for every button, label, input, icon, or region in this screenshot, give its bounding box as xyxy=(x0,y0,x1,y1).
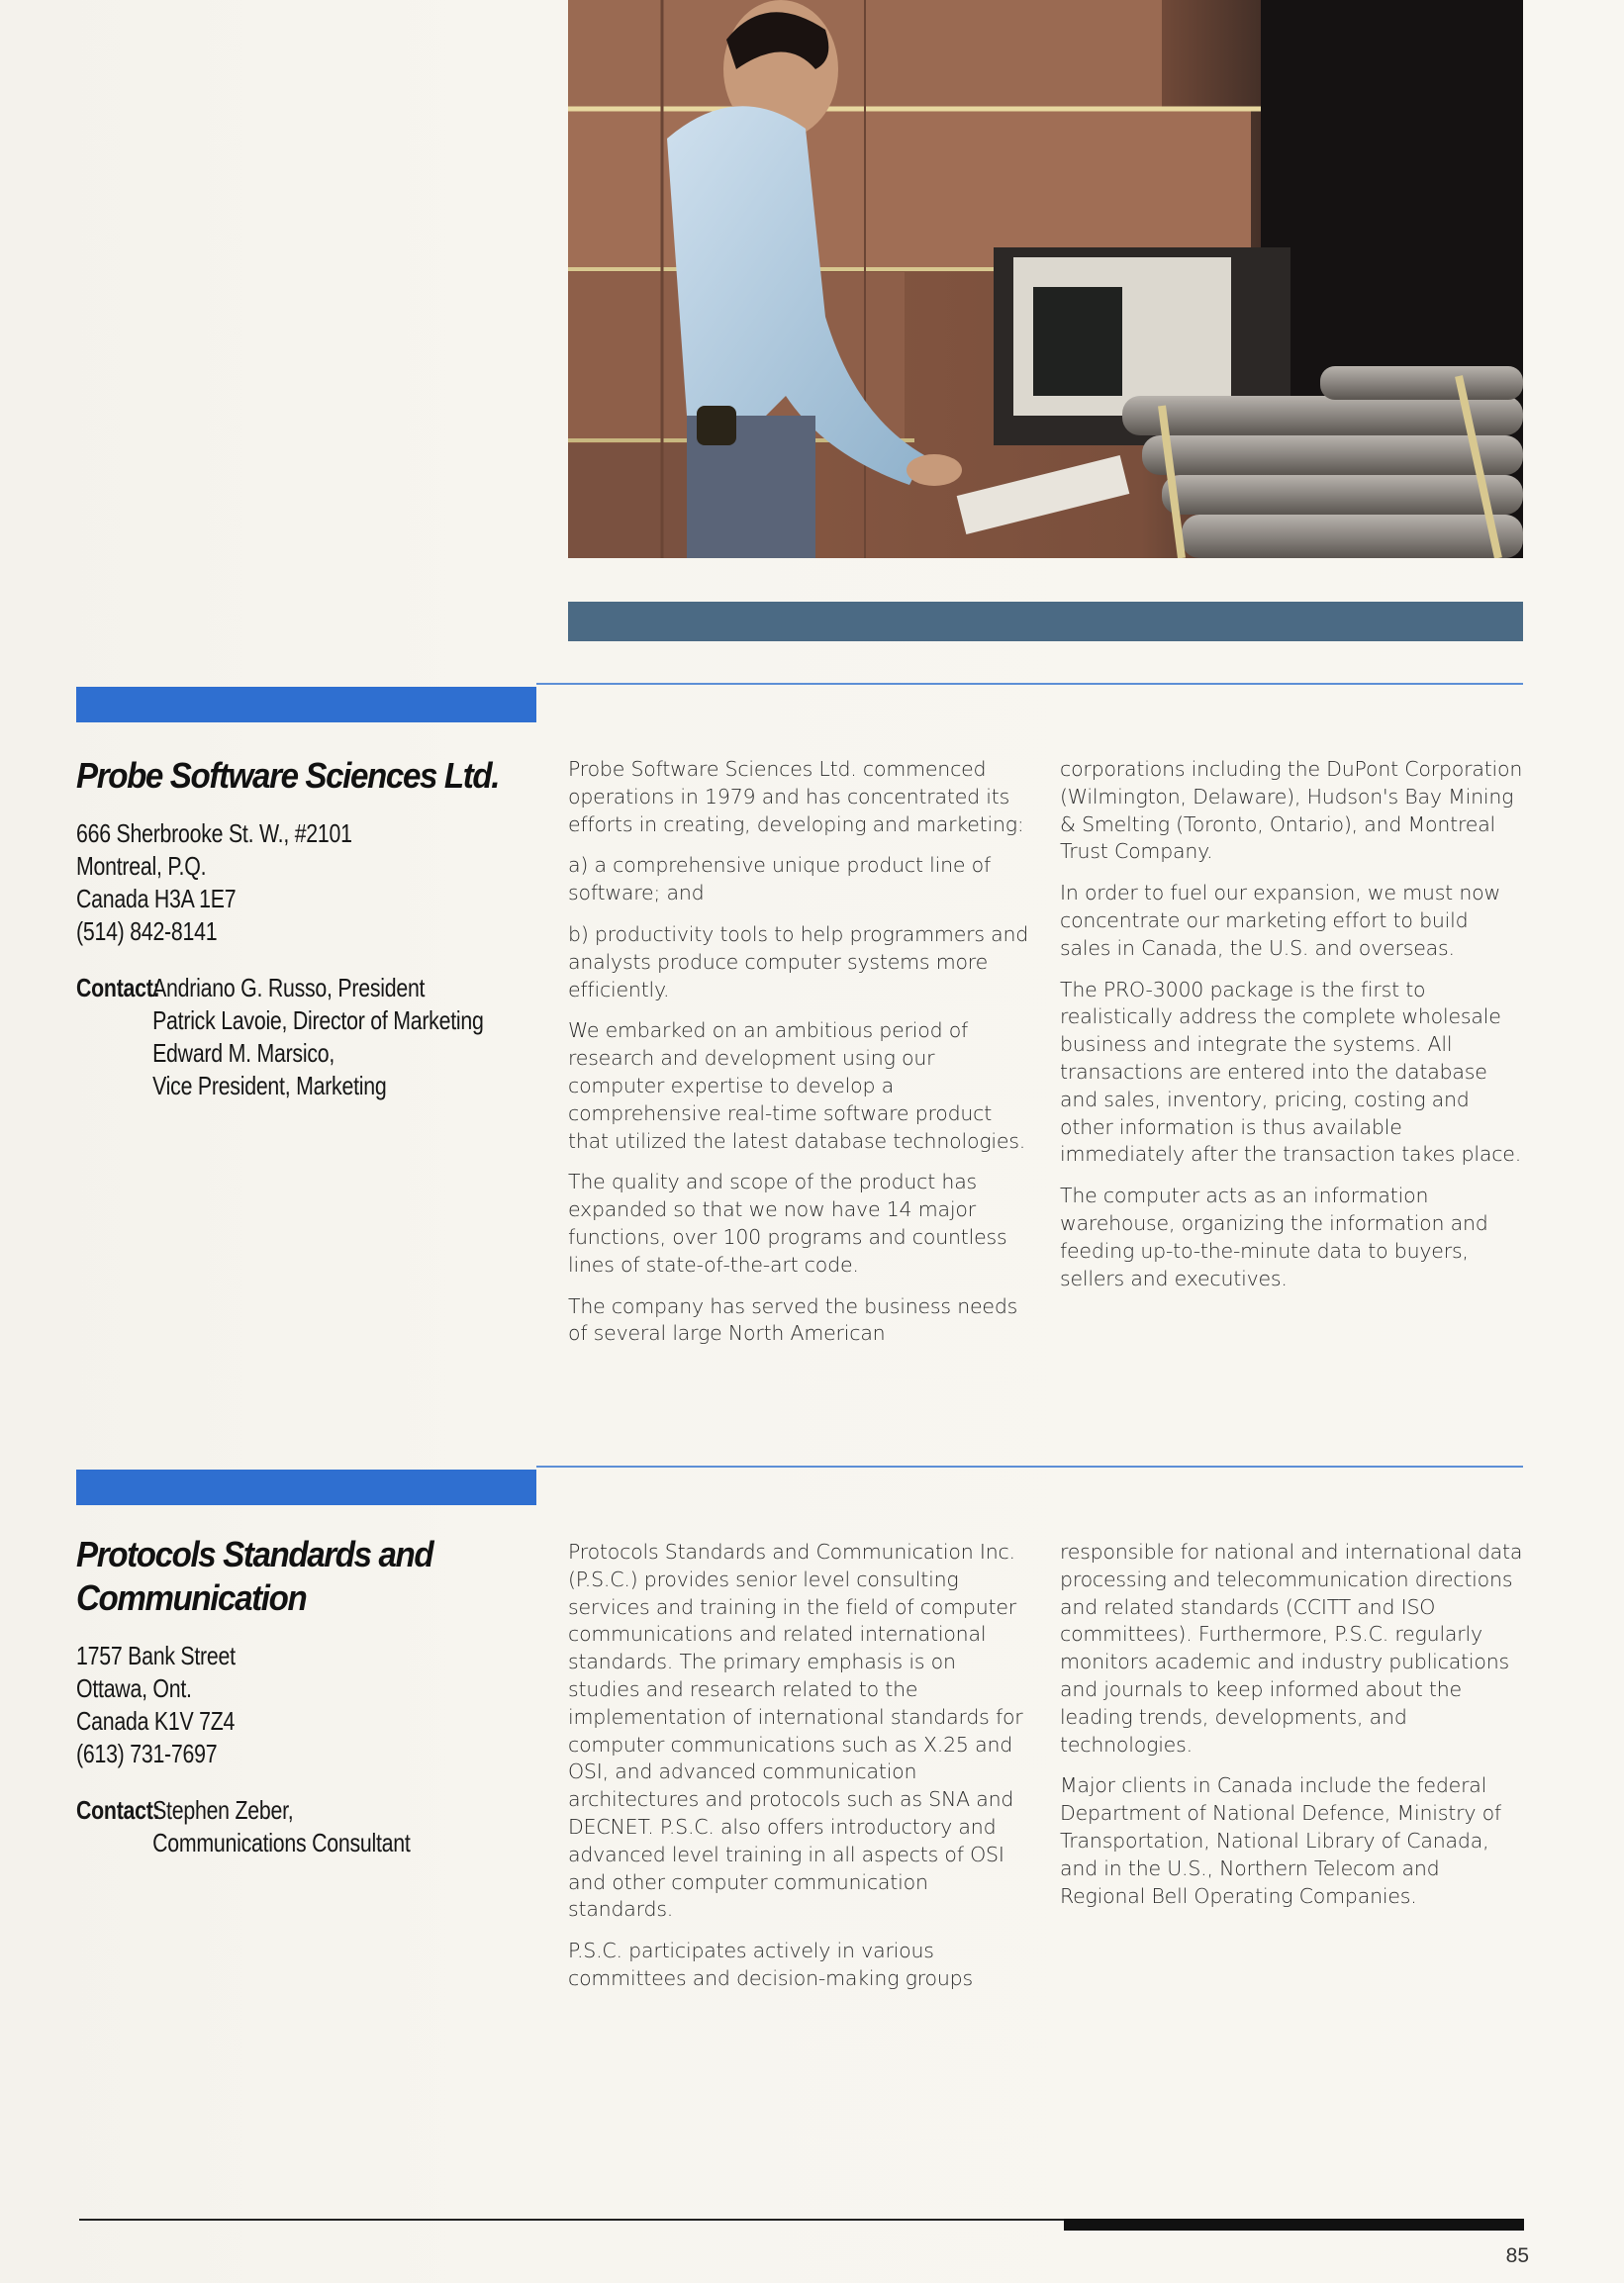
address-line: 1757 Bank Street xyxy=(76,1641,236,1670)
company-name-line: Communication xyxy=(76,1577,307,1618)
body-column-2 xyxy=(1060,1539,1525,1924)
address-line: Montreal, P.Q. xyxy=(76,851,207,881)
paragraph: corporations including the DuPont Corporation (Wilmington, Delaware), Hudson's Bay Mining & Smelting (Toronto, Ontario), and Montreal Trust Company. xyxy=(1060,757,1523,864)
contact-block xyxy=(76,972,530,1102)
page-number: 85 xyxy=(1505,2244,1529,2267)
paragraph: We embarked on an ambitious period of research and development using our computer expertise to develop a comprehensive real-time software product that utilized the latest database technologies. xyxy=(568,1018,1026,1153)
paragraph: b) productivity tools to help programmers and analysts produce computer systems more efficiently. xyxy=(568,921,1029,1001)
paragraph: The computer acts as an information warehouse, organizing the information and feeding up-to-the-minute data to buyers, sellers and executives. xyxy=(1060,1184,1488,1290)
contact-label: Contact: xyxy=(76,973,160,1002)
phone-number: (514) 842-8141 xyxy=(76,916,218,946)
paragraph: In order to fuel our expansion, we must now concentrate our marketing effort to build sales in Canada, the U.S. and overseas. xyxy=(1060,881,1501,960)
section-accent-bar xyxy=(76,1470,536,1505)
address-line: Canada H3A 1E7 xyxy=(76,884,237,913)
contact-label: Contact: xyxy=(76,1795,160,1825)
paragraph: The company has served the business needs of several large North American xyxy=(568,1293,1018,1346)
paragraph: P.S.C. participates actively in various committees and decision-making groups xyxy=(568,1939,973,1990)
body-column-1 xyxy=(568,1539,1033,2007)
paragraph: a) a comprehensive unique product line of software; and xyxy=(568,853,992,905)
paragraph: The PRO-3000 package is the first to realistically address the complete wholesale business and integrate the systems. All transactions are entered into the database and sales, inventory, pricing, costing and other information is thus available immediately after the transaction takes place. xyxy=(1060,977,1522,1167)
paragraph: responsible for national and international data processing and telecommunication directions and related standards (CCITT and ISO committees). Furthermore, P.S.C. regularly monitors academic and industry publications and journals to keep informed about the leading trends, developments, and technologies. xyxy=(1060,1540,1523,1757)
body-column-1 xyxy=(568,756,1033,1362)
address-line: Ottawa, Ont. xyxy=(76,1673,192,1703)
section-accent-bar xyxy=(76,687,536,722)
contact-name: Andriano G. Russo, President xyxy=(152,973,426,1002)
contact-name: Edward M. Marsico, xyxy=(152,1038,335,1068)
contact-name: Vice President, Marketing xyxy=(152,1071,387,1100)
contact-block xyxy=(76,1794,530,1859)
paragraph: Major clients in Canada include the federal Department of National Defence, Ministry of Transportation, National Library of Canada, and in the U.S., Northern Telecom and Regional Bell Operating Companies. xyxy=(1060,1773,1501,1908)
company-name-line: Protocols Standards and xyxy=(76,1534,433,1574)
company-name xyxy=(76,1533,514,1620)
address-line: Canada K1V 7Z4 xyxy=(76,1706,236,1736)
section-rule xyxy=(536,1466,1523,1468)
footer-bar xyxy=(1064,2219,1524,2231)
photo-caption-bar xyxy=(568,602,1523,641)
man-at-computer-terminal-photo xyxy=(568,0,1523,558)
phone-number: (613) 731-7697 xyxy=(76,1739,218,1768)
contact-name: Patrick Lavoie, Director of Marketing xyxy=(152,1005,484,1035)
address-line: 666 Sherbrooke St. W., #2101 xyxy=(76,818,352,848)
company-address xyxy=(76,1640,466,1770)
section-rule xyxy=(536,683,1523,685)
contact-name: Stephen Zeber, xyxy=(152,1795,294,1825)
contact-title: Communications Consultant xyxy=(152,1828,411,1857)
company-address xyxy=(76,817,466,948)
company-name: Probe Software Sciences Ltd. xyxy=(76,755,500,796)
paragraph: Probe Software Sciences Ltd. commenced operations in 1979 and has concentrated its efforts in creating, developing and marketing: xyxy=(568,757,1024,836)
body-column-2 xyxy=(1060,756,1525,1306)
paragraph: Protocols Standards and Communication Inc. (P.S.C.) provides senior level consulting services and training in the field of computer communications and related international standards. The primary emphasis is on studies and research related to the implementation of international standards for computer communications such as X.25 and OSI, and advanced communication architectures and protocols such as SNA and DECNET. P.S.C. also offers introductory and advanced level training in all aspects of OSI and other computer communication standards. xyxy=(568,1540,1023,1922)
paragraph: The quality and scope of the product has expanded so that we now have 14 major functions, over 100 programs and countless lines of state-of-the-art code. xyxy=(568,1170,1007,1277)
